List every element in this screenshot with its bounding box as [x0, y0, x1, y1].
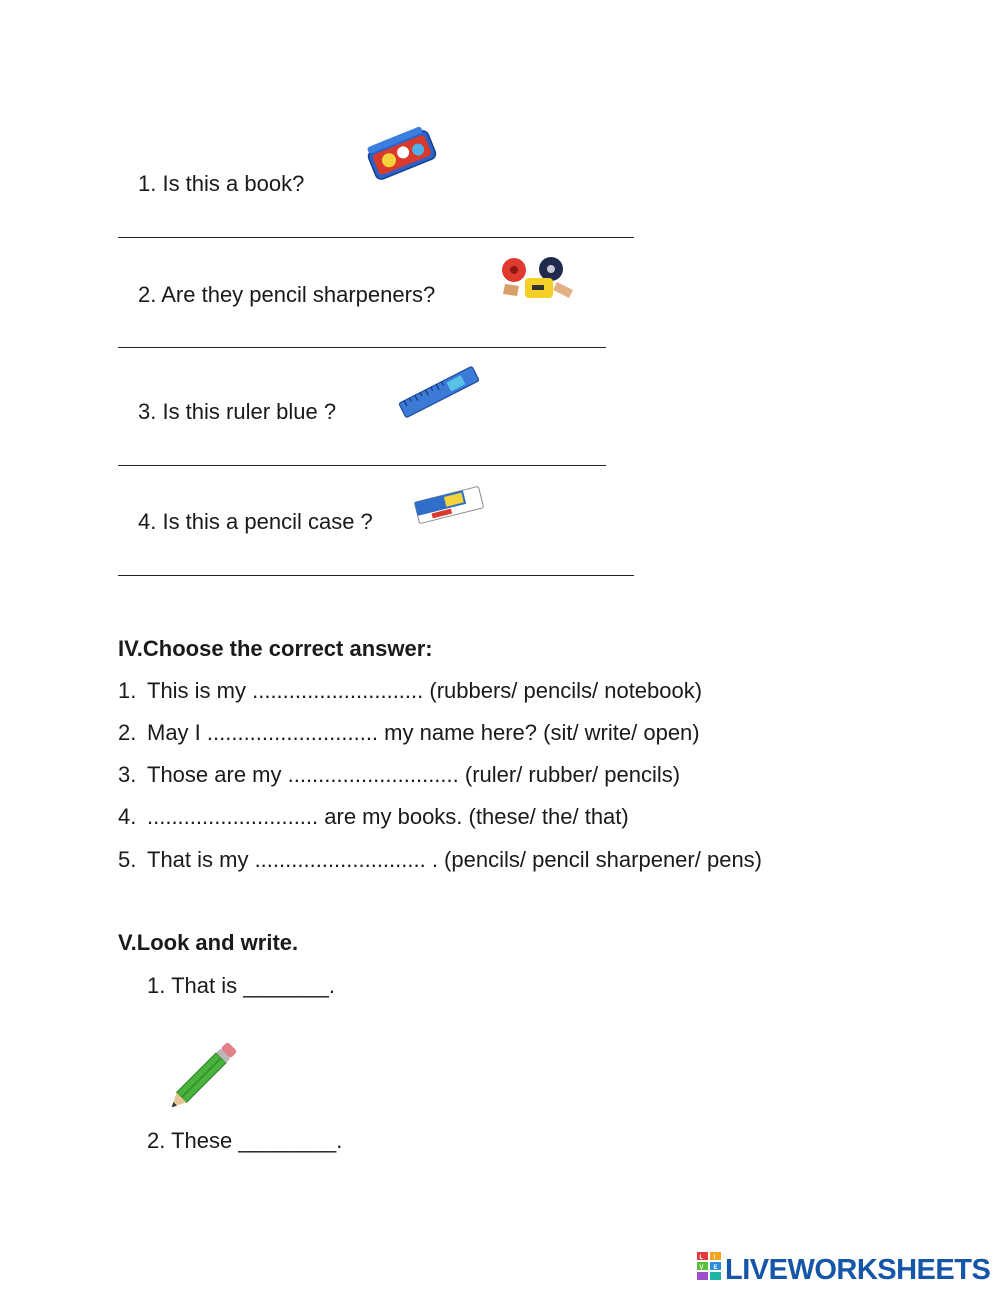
pencil-sharpeners-icon — [499, 252, 577, 304]
choice-item-1 — [118, 678, 702, 704]
liveworksheets-brand[interactable]: LIVEWORKSHEETS — [725, 1254, 991, 1286]
item-text: Those are my ............................ (ruler/ rubber/ pencils) — [147, 762, 681, 787]
answer-line-4[interactable] — [118, 575, 634, 576]
item-number: 5. — [118, 847, 137, 872]
choice-item-4 — [118, 804, 629, 830]
liveworksheets-logo-icon — [697, 1252, 723, 1288]
logo-letter: V — [699, 1265, 704, 1271]
eraser-icon — [412, 482, 486, 528]
item-number: 1. — [118, 678, 137, 703]
section-v-heading: V.Look and write. — [118, 930, 299, 955]
logo-letter: L — [699, 1255, 704, 1261]
item-number: 4. — [118, 804, 137, 829]
pencil-case-icon — [364, 126, 440, 184]
answer-line-1[interactable] — [118, 237, 634, 238]
section-iv-heading: IV.Choose the correct answer: — [118, 636, 433, 661]
item-number: 3. — [118, 762, 137, 787]
answer-line-3[interactable] — [118, 465, 606, 466]
item-number: 2. — [118, 720, 137, 745]
ruler-icon — [396, 362, 482, 422]
choice-item-5 — [118, 847, 762, 873]
question-4: 4. Is this a pencil case ? — [138, 509, 373, 534]
question-1: 1. Is this a book? — [138, 171, 305, 196]
look-write-item-1: 1. That is _______. — [147, 973, 335, 998]
logo-letter: I — [713, 1255, 716, 1261]
answer-line-2[interactable] — [118, 347, 606, 348]
question-3: 3. Is this ruler blue ? — [138, 399, 337, 424]
logo-letter: E — [713, 1265, 718, 1271]
item-text: This is my ............................ (rubbers/ pencils/ notebook) — [147, 678, 703, 703]
item-text: ............................ are my books. (these/ the/ that) — [147, 804, 629, 829]
look-write-item-2: 2. These ________. — [147, 1128, 343, 1153]
choice-item-3 — [118, 762, 680, 788]
question-2: 2. Are they pencil sharpeners? — [138, 282, 436, 307]
green-pencil-icon — [165, 1034, 249, 1110]
item-text: That is my ............................ . (pencils/ pencil sharpener/ pens) — [147, 847, 763, 872]
choice-item-2 — [118, 720, 700, 746]
item-text: May I ............................ my name here? (sit/ write/ open) — [147, 720, 700, 745]
